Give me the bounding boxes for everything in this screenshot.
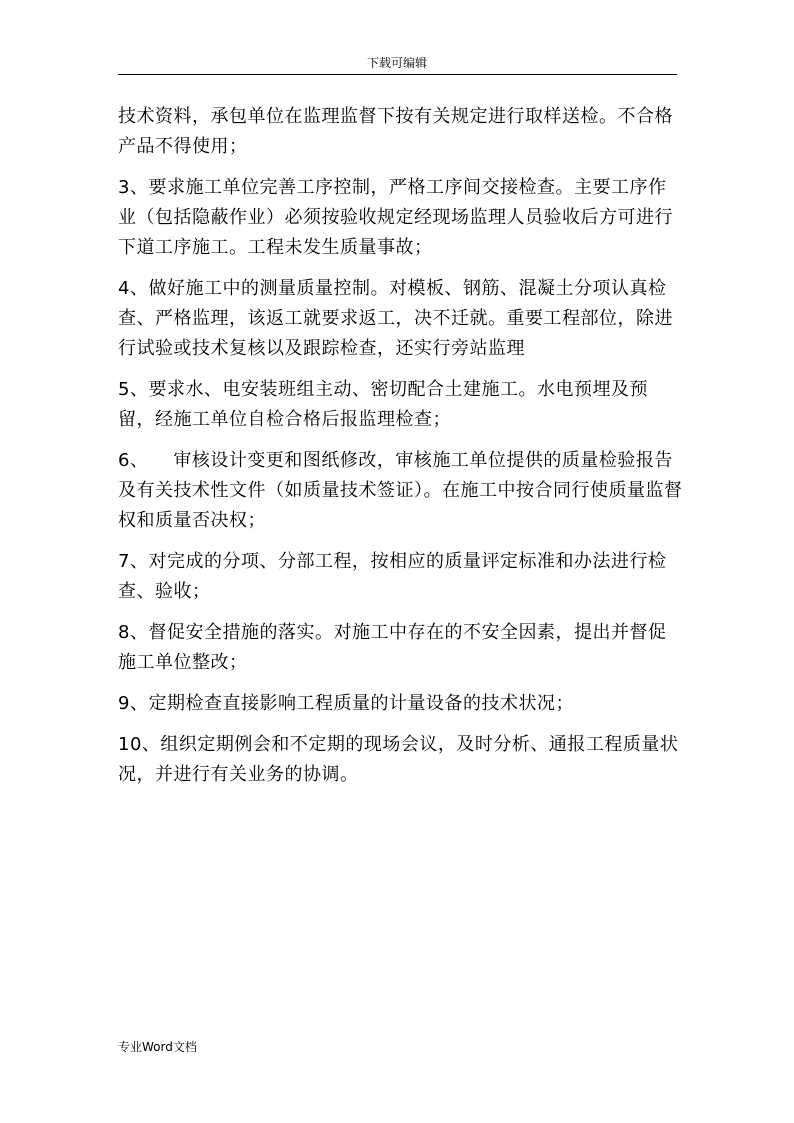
paragraph-item-3: 3、要求施工单位完善工序控制，严格工序间交接检查。主要工序作业（包括隐蔽作业）必须按验收规定经现场监理人员验收后方可进行下道工序施工。工程未发生质量事故； <box>118 177 673 258</box>
paragraph-item-8: 8、督促安全措施的落实。对施工中存在的不安全因素，提出并督促施工单位整改； <box>118 622 667 673</box>
paragraph-item-10: 10、组织定期例会和不定期的现场会议，及时分析、通报工程质量状况，并进行有关业务的协调。 <box>118 734 679 785</box>
header-divider <box>118 74 677 75</box>
paragraph-item-9: 9、定期检查直接影响工程质量的计量设备的技术状况； <box>118 693 574 714</box>
page-header: 下载可编辑 <box>366 56 427 70</box>
paragraph-item-4: 4、做好施工中的测量质量控制。对模板、钢筋、混凝土分项认真检查、严格监理，该返工就要求返工，决不迁就。重要工程部位，除进行试验或技术复核以及跟踪检查，还实行旁站监理 <box>118 278 673 359</box>
document-body <box>118 102 683 801</box>
paragraph-item-5: 5、要求水、电安装班组主动、密切配合土建施工。水电预埋及预留，经施工单位自检合格后报监理检查； <box>118 379 648 430</box>
page-footer: 专业Word文档 <box>118 1040 197 1054</box>
paragraph-item-7: 7、对完成的分项、分部工程，按相应的质量评定标准和办法进行检查、验收； <box>118 551 667 602</box>
paragraph-continuation: 技术资料，承包单位在监理监督下按有关规定进行取样送检。不合格产品不得使用； <box>118 106 673 157</box>
paragraph-item-6: 6、 审核设计变更和图纸修改，审核施工单位提供的质量检验报告及有关技术性文件（如质量技术签证）。在施工中按合同行使质量监督权和质量否决权； <box>118 450 683 531</box>
